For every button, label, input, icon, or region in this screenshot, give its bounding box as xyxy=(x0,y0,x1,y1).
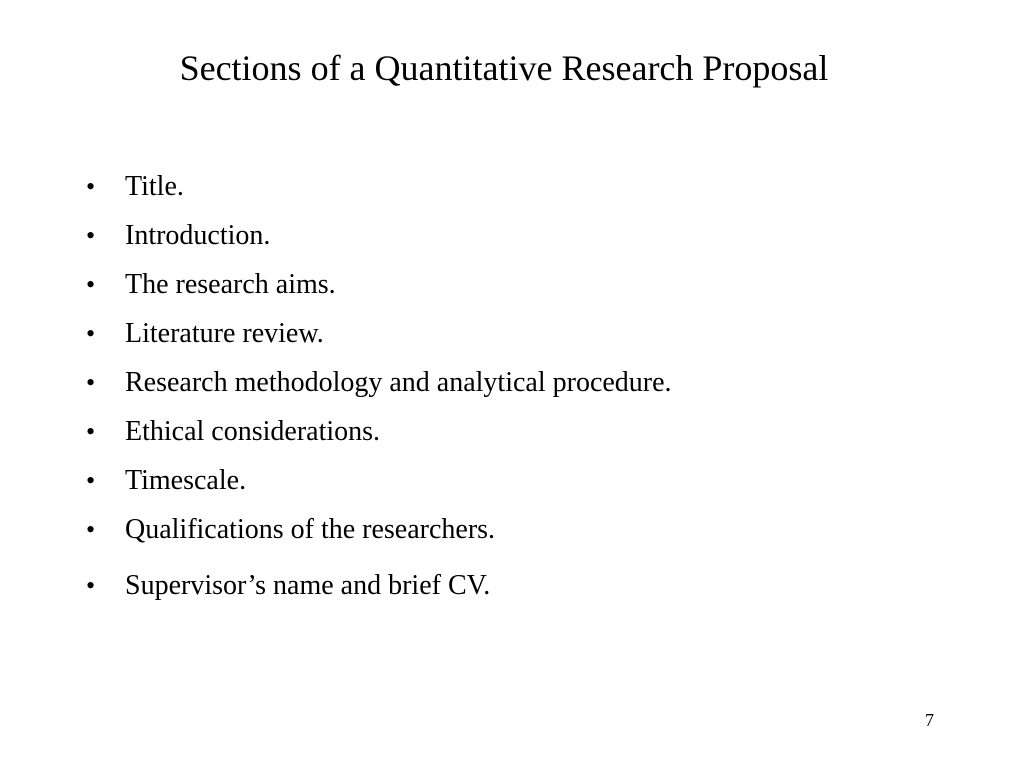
bullet-icon: • xyxy=(86,571,96,600)
bullet-item xyxy=(82,460,672,501)
bullet-item xyxy=(82,411,672,452)
bullet-icon: • xyxy=(86,417,96,446)
bullet-text: Literature review. xyxy=(125,318,324,349)
bullet-icon: • xyxy=(86,172,96,201)
bullet-icon: • xyxy=(86,368,96,397)
bullet-icon: • xyxy=(86,466,96,495)
bullet-item xyxy=(82,215,672,256)
bullet-item xyxy=(82,362,672,403)
bullet-icon: • xyxy=(86,221,96,250)
bullet-text: Introduction. xyxy=(125,220,271,251)
bullet-text: Ethical considerations. xyxy=(125,416,381,447)
bullet-text: The research aims. xyxy=(125,269,336,300)
bullet-icon: • xyxy=(86,319,96,348)
bullet-list xyxy=(82,166,672,614)
bullet-text: Research methodology and analytical procedure. xyxy=(125,367,672,398)
bullet-text: Qualifications of the researchers. xyxy=(125,514,496,545)
bullet-item xyxy=(82,264,672,305)
bullet-icon: • xyxy=(86,270,96,299)
page-number: 7 xyxy=(925,710,934,730)
bullet-item xyxy=(82,313,672,354)
bullet-text: Supervisor’s name and brief CV. xyxy=(125,570,491,601)
bullet-text: Title. xyxy=(125,171,184,202)
bullet-item xyxy=(82,565,672,606)
bullet-icon: • xyxy=(86,515,96,544)
bullet-item xyxy=(82,166,672,207)
bullet-item xyxy=(82,509,672,550)
slide-title: Sections of a Quantitative Research Proposal xyxy=(179,48,829,88)
bullet-text: Timescale. xyxy=(125,465,247,496)
